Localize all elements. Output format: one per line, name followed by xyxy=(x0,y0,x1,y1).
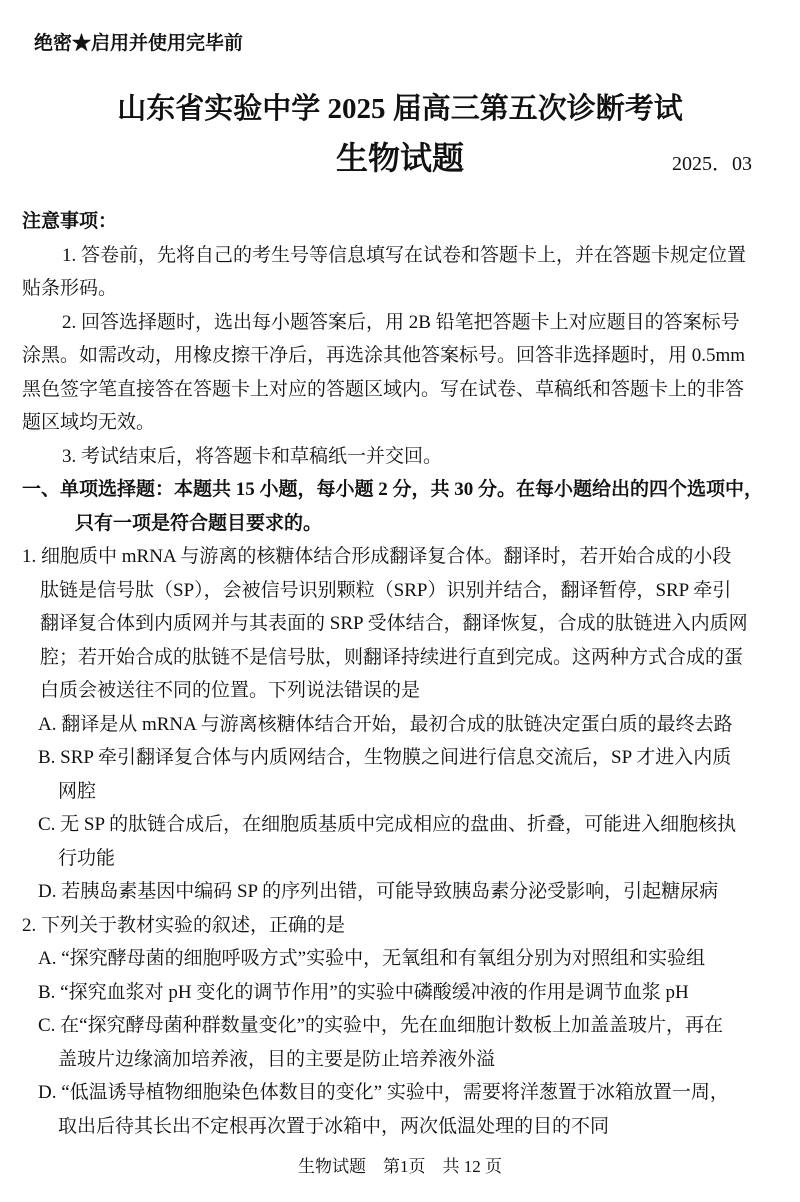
text-line: 网腔 xyxy=(58,780,97,802)
classification-label: 绝密★启用并使用完毕前 xyxy=(34,33,244,54)
text-line: 2. 回答选择题时，选出每小题答案后，用 2B 铅笔把答题卡上对应题目的答案标号 xyxy=(62,311,740,333)
text-line: 3. 考试结束后，将答题卡和草稿纸一并交回。 xyxy=(62,445,443,467)
text-line: 盖玻片边缘滴加培养液，目的主要是防止培养液外溢 xyxy=(58,1048,496,1070)
page-footer: 生物试题 第1页 共 12 页 xyxy=(298,1157,502,1176)
exam-title: 山东省实验中学 2025 届高三第五次诊断考试 xyxy=(117,93,683,125)
text-line: 涂黑。如需改动，用橡皮擦干净后，再选涂其他答案标号。回答非选择题时，用 0.5mm xyxy=(22,345,746,366)
paper-title: 生物试题 xyxy=(335,140,464,176)
body-lines xyxy=(0,205,800,1143)
paper-date: 2025．03 xyxy=(672,153,752,175)
text-line: 黑色签字笔直接答在答题卡上对应的答题区域内。写在试卷、草稿纸和答题卡上的非答 xyxy=(22,378,745,400)
text-line: 翻译复合体到内质网并与其表面的 SRP 受体结合，翻译恢复，合成的肽链进入内质网 xyxy=(40,613,748,634)
text-line: D. 若胰岛素基因中编码 SP 的序列出错，可能导致胰岛素分泌受影响，引起糖尿病 xyxy=(38,881,719,902)
text-line: C. 在“探究酵母菌种群数量变化”的实验中，先在血细胞计数板上加盖盖玻片，再在 xyxy=(38,1015,724,1036)
text-line: 只有一项是符合题目要求的。 xyxy=(75,512,323,534)
text-line: 腔；若开始合成的肽链不是信号肽，则翻译持续进行直到完成。这两种方式合成的蛋 xyxy=(40,646,744,668)
text-line: 1. 细胞质中 mRNA 与游离的核糖体结合形成翻译复合体。翻译时，若开始合成的小段 xyxy=(22,546,732,567)
text-line: A. “探究酵母菌的细胞呼吸方式”实验中，无氧组和有氧组分别为对照组和实验组 xyxy=(38,948,706,969)
text-line: 1. 答卷前，先将自己的考生号等信息填写在试卷和答题卡上，并在答题卡规定位置 xyxy=(62,244,747,266)
text-line: 题区域均无效。 xyxy=(22,412,156,433)
text-line: 白质会被送往不同的位置。下列说法错误的是 xyxy=(40,680,421,701)
text-line: 取出后待其长出不定根再次置于冰箱中，两次低温处理的目的不同 xyxy=(58,1115,610,1137)
text-line: 一、单项选择题：本题共 15 小题，每小题 2 分，共 30 分。在每小题给出的四个选项中， xyxy=(22,479,764,500)
text-line: B. “探究血浆对 pH 变化的调节作用”的实验中磷酸缓冲液的作用是调节血浆 pH xyxy=(38,981,689,1003)
text-line: 行功能 xyxy=(58,847,116,869)
text-line: 注意事项： xyxy=(22,211,118,232)
text-line: C. 无 SP 的肽链合成后，在细胞质基质中完成相应的盘曲、折叠，可能进入细胞核执 xyxy=(38,814,737,835)
text-line: D. “低温诱导植物细胞染色体数目的变化” 实验中，需要将洋葱置于冰箱放置一周， xyxy=(38,1082,729,1103)
text-line: A. 翻译是从 mRNA 与游离核糖体结合开始，最初合成的肽链决定蛋白质的最终去路 xyxy=(38,713,733,735)
paper-title-row xyxy=(0,138,800,178)
text-line: 贴条形码。 xyxy=(22,278,118,299)
text-line: 2. 下列关于教材实验的叙述，正确的是 xyxy=(22,914,346,936)
text-line: B. SRP 牵引翻译复合体与内质网结合，生物膜之间进行信息交流后，SP 才进入内质 xyxy=(38,747,732,768)
text-line: 肽链是信号肽（SP），会被信号识别颗粒（SRP）识别并结合，翻译暂停，SRP 牵引 xyxy=(40,579,732,601)
